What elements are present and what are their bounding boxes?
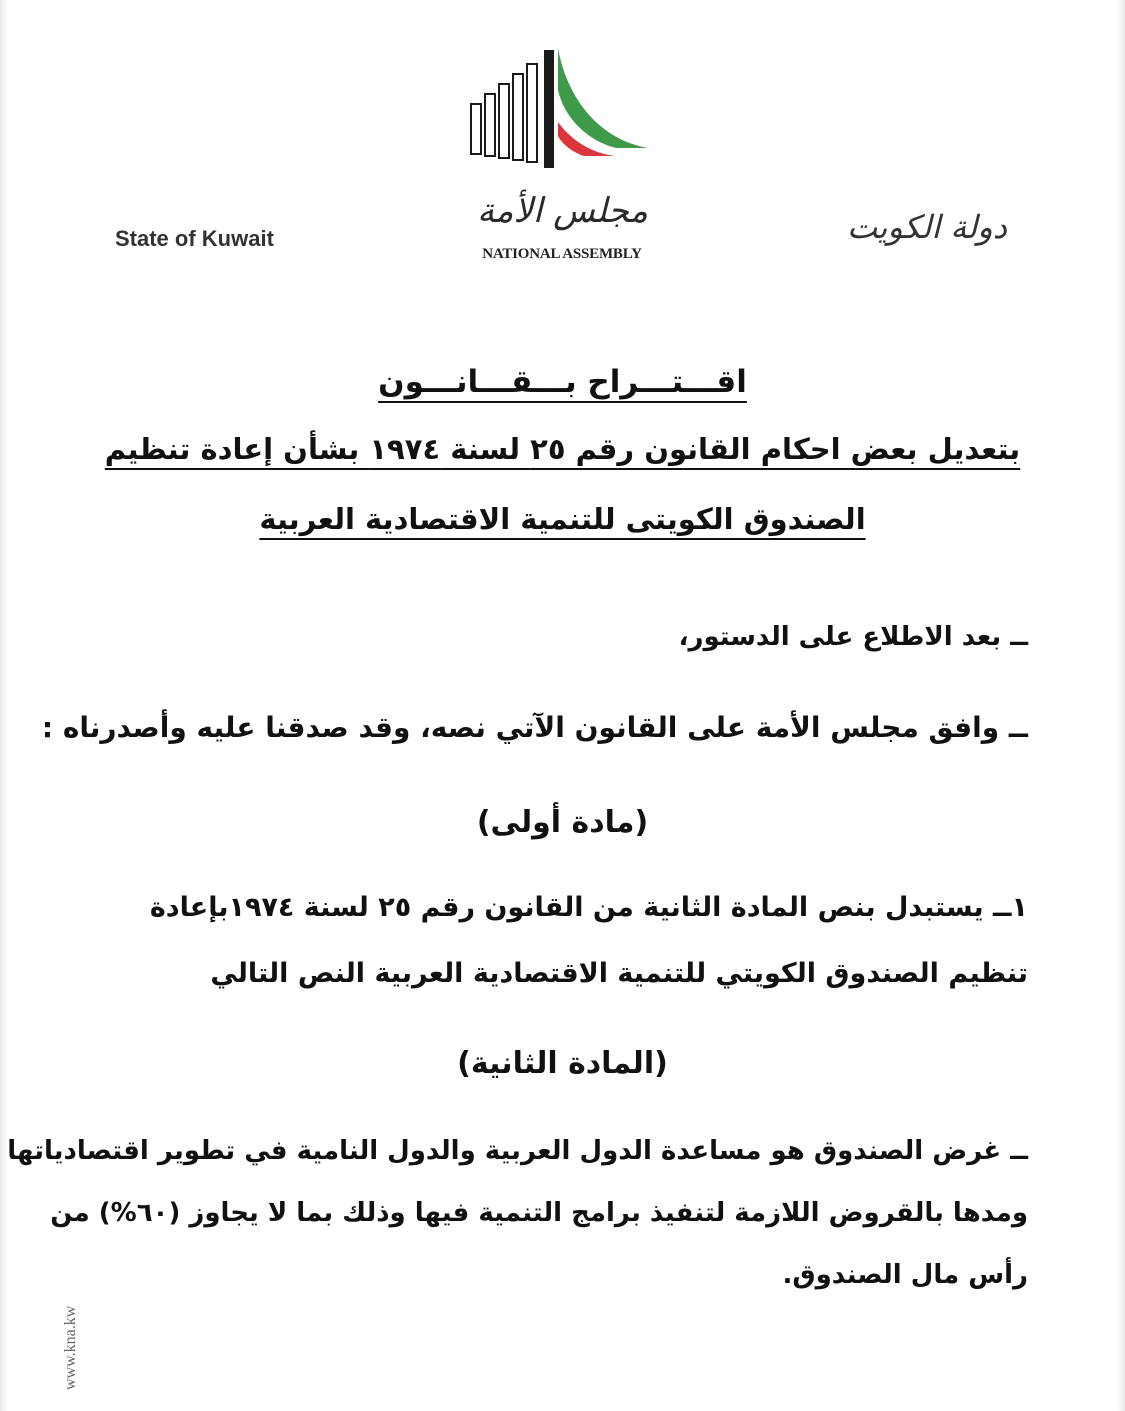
- article-heading: (مادة أولى): [476, 805, 649, 840]
- document-subtitle-line2: [0, 502, 1125, 536]
- state-name-arabic: دولة الكويت: [847, 208, 1007, 246]
- article-text-line: ــ غرض الصندوق هو مساعدة الدول العربية والدول النامية في تطوير اقتصادياتها: [7, 1136, 1028, 1166]
- article-text-line: ومدها بالقروض اللازمة لتنفيذ برامج التنمية فيها وذلك بما لا يجاوز (٦٠%) من: [50, 1198, 1028, 1228]
- article-text-line: تنظيم الصندوق الكويتي للتنمية الاقتصادية العربية النص التالي: [210, 958, 1028, 989]
- document-subtitle-line1-text: بتعديل بعض احكام القانون رقم ٢٥ لسنة ١٩٧٤ بشأن إعادة تنظيم: [104, 432, 1021, 466]
- page-edge-right: [1117, 0, 1125, 1411]
- national-assembly-logo: [466, 44, 656, 174]
- logo-arabic-text: مجلس الأمة: [477, 191, 648, 231]
- website-footer: [62, 1290, 92, 1410]
- document-title: [0, 364, 1125, 400]
- state-name-english: State of Kuwait: [115, 226, 274, 251]
- logo-column-solid: [544, 50, 554, 168]
- logo-column: [485, 94, 495, 156]
- document-title-text: اقـــتـــراح بـــقـــانـــون: [378, 364, 747, 400]
- article-text-line: رأس مال الصندوق.: [782, 1260, 1028, 1290]
- document-subtitle-line1: [0, 432, 1125, 466]
- logo-column: [513, 74, 523, 160]
- article-heading: (المادة الثانية): [457, 1046, 668, 1081]
- page-edge-left: [0, 0, 8, 1411]
- logo-green-band: [558, 48, 648, 148]
- logo-english-text: NATIONAL ASSEMBLY: [482, 246, 642, 262]
- logo-column: [527, 64, 537, 162]
- preamble-line: ــ وافق مجلس الأمة على القانون الآتي نصه، وقد صدقنا عليه وأصدرناه :: [41, 711, 1028, 744]
- article-text-line: ١ــ يستبدل بنص المادة الثانية من القانون رقم ٢٥ لسنة ١٩٧٤بإعادة: [149, 892, 1028, 923]
- website-link[interactable]: www.kna.kw: [62, 1305, 79, 1390]
- logo-column: [471, 104, 481, 154]
- preamble-line: ــ بعد الاطلاع على الدستور،: [678, 622, 1028, 652]
- document-subtitle-line2-text: الصندوق الكويتى للتنمية الاقتصادية العربية: [259, 502, 866, 536]
- logo-column: [499, 84, 509, 158]
